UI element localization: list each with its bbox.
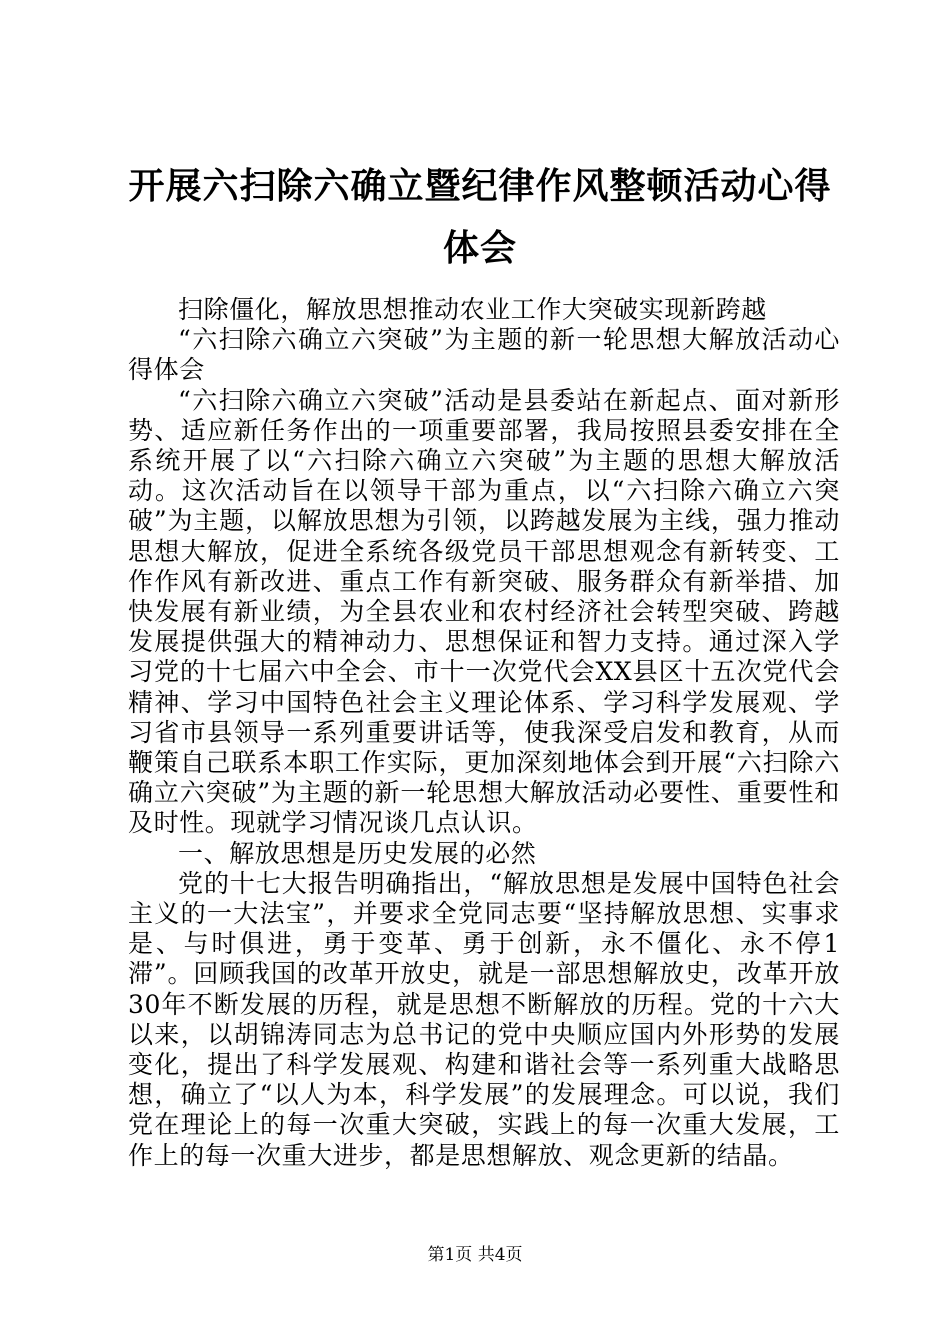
document-body	[128, 295, 840, 1171]
section-heading: 一、解放思想是历史发展的必然	[178, 838, 537, 868]
page-number-footer: 第1页 共4页	[427, 1245, 523, 1265]
section-paragraph: 党的十七大报告明确指出，“解放思想是发展中国特色社会主义的一大法宝”，并要求全党同志要“坚持解放思想、实事求是、与时俱进，勇于变革、勇于创新，永不僵化、永不停1滞”。回顾我国的改革开放史，就是一部思想解放史，改革开放30年不断发展的历程，就是思想不断解放的历程。党的十六大以来，以胡锦涛同志为总书记的党中央顺应国内外形势的发展变化，提出了科学发展观、构建和谐社会等一系列重大战略思想，确立了“以人为本，科学发展”的发展理念。可以说，我们党在理论上的每一次重大突破，实践上的每一次重大发展，工作上的每一次重大进步，都是思想解放、观念更新的结晶。	[128, 868, 840, 1170]
subtitle-line: 扫除僵化，解放思想推动农业工作大突破实现新跨越	[178, 295, 767, 324]
subtitle-paragraph: “六扫除六确立六突破”为主题的新一轮思想大解放活动心得体会	[128, 325, 840, 385]
document-title: 开展六扫除六确立暨纪律作风整顿活动心得体会	[128, 165, 832, 269]
intro-paragraph: “六扫除六确立六突破”活动是县委站在新起点、面对新形势、适应新任务作出的一项重要部署，我局按照县委安排在全系统开展了以“六扫除六确立六突破”为主题的思想大解放活动。这次活动旨在以领导干部为重点，以“六扫除六确立六突破”为主题，以解放思想为引领，以跨越发展为主线，强力推动思想大解放，促进全系统各级党员干部思想观念有新转变、工作作风有新改进、重点工作有新突破、服务群众有新举措、加快发展有新业绩，为全县农业和农村经济社会转型突破、跨越发展提供强大的精神动力、思想保证和智力支持。通过深入学习党的十七届六中全会、市十一次党代会XX县区十五次党代会精神、学习中国特色社会主义理论体系、学习科学发展观、学习省市县领导一系列重要讲话等，使我深受启发和教育，从而鞭策自己联系本职工作实际，更加深刻地体会到开展“六扫除六确立六突破”为主题的新一轮思想大解放活动必要性、重要性和及时性。现就学习情况谈几点认识。	[128, 385, 840, 838]
